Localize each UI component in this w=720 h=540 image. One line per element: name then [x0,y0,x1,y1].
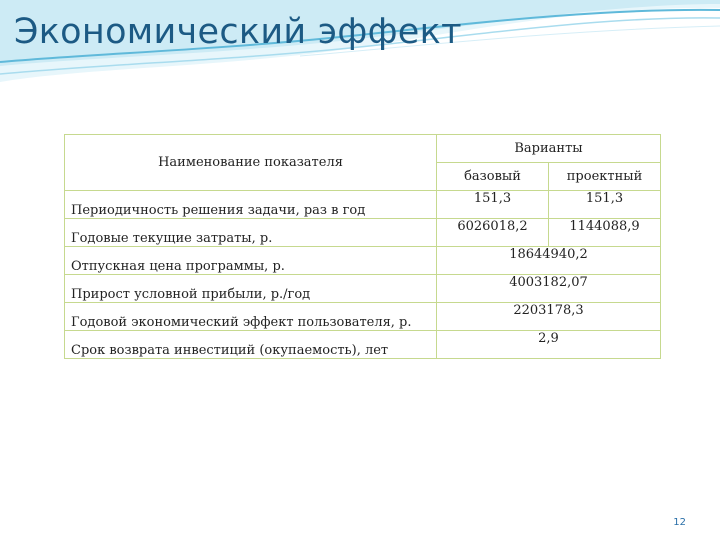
economic-effect-table [64,134,661,359]
project-value: 151,3 [549,191,661,219]
row-label: Отпускная цена программы, р. [65,247,437,275]
row-label: Прирост условной прибыли, р./год [65,275,437,303]
project-value: 1144088,9 [549,219,661,247]
column-header-base: базовый [437,163,549,191]
table-row [65,331,661,359]
slide-number: 12 [673,517,686,528]
table-row [65,275,661,303]
row-label: Срок возврата инвестиций (окупаемость), лет [65,331,437,359]
table-row [65,247,661,275]
merged-value: 2203178,3 [437,303,661,331]
base-value: 151,3 [437,191,549,219]
table-row [65,219,661,247]
row-label: Годовые текущие затраты, р. [65,219,437,247]
merged-value: 18644940,2 [437,247,661,275]
table-row [65,191,661,219]
base-value: 6026018,2 [437,219,549,247]
row-label: Периодичность решения задачи, раз в год [65,191,437,219]
table-row [65,303,661,331]
table-header-row [65,135,661,163]
row-label: Годовой экономический эффект пользователя, р. [65,303,437,331]
slide-title: Экономический эффект [14,12,462,52]
merged-value: 2,9 [437,331,661,359]
merged-value: 4003182,07 [437,275,661,303]
column-header-project: проектный [549,163,661,191]
column-header-indicator-name: Наименование показателя [65,135,437,191]
column-header-variants: Варианты [437,135,661,163]
